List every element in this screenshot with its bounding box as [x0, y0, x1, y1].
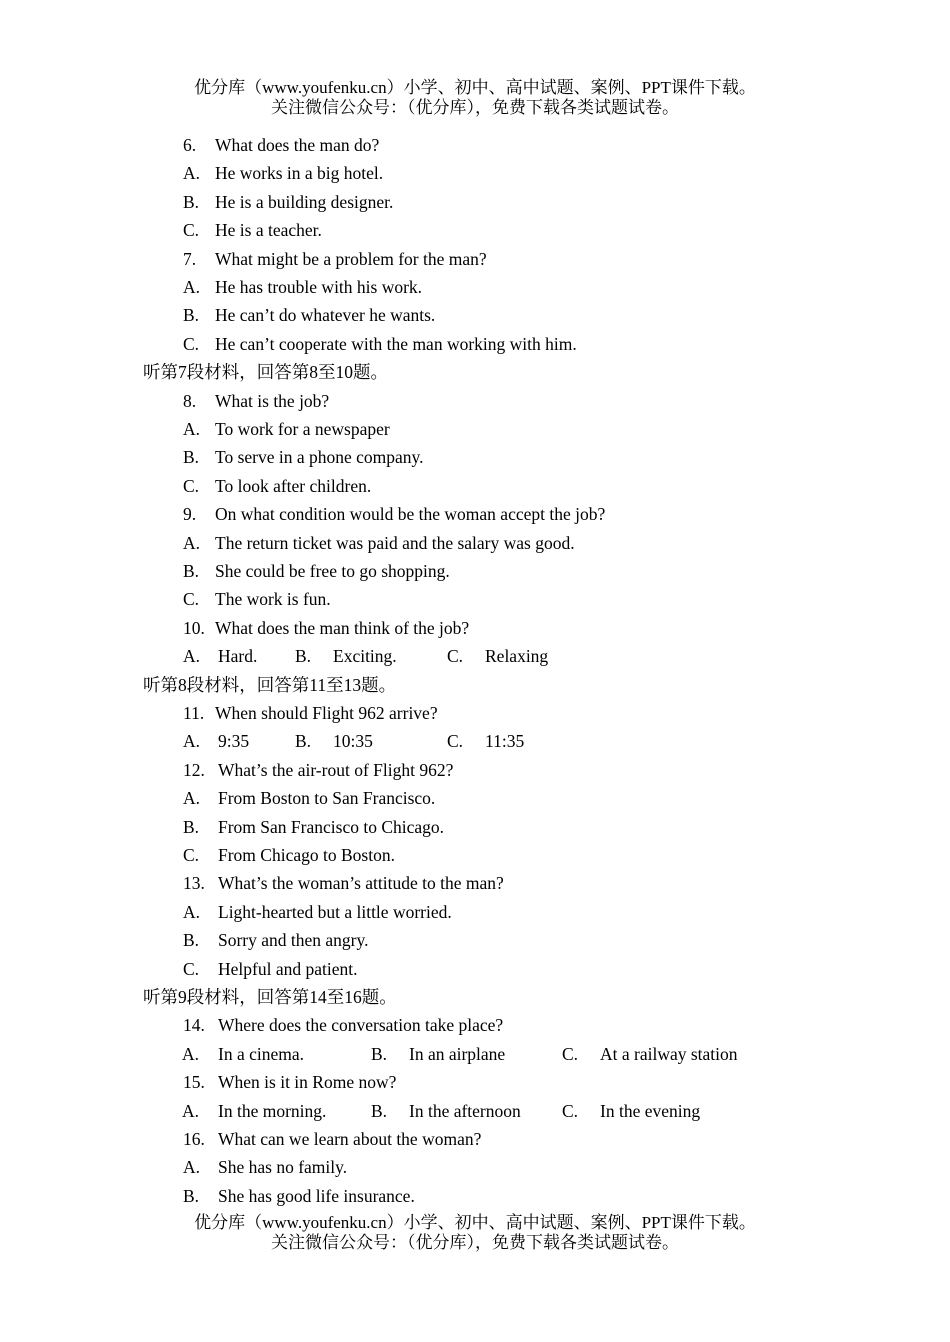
option-label: B.	[183, 191, 200, 212]
option-label: A.	[183, 419, 201, 439]
question-number: 11.	[183, 703, 205, 723]
question-number: 16.	[183, 1129, 205, 1149]
question-number: 14.	[183, 1015, 205, 1036]
question-text: What can we learn about the woman?	[218, 1129, 482, 1149]
option-text: 11:35	[485, 731, 525, 752]
option-label: A.	[183, 1157, 201, 1178]
option-label: C.	[183, 475, 200, 496]
option-text: To serve in a phone company.	[215, 447, 424, 468]
option-text: Light-hearted but a little worried.	[218, 901, 452, 922]
header-line-1: 优分库（www.youfenku.cn）小学、初中、高中试题、案例、PPT课件下载。	[194, 78, 756, 97]
option-text: Helpful and patient.	[218, 958, 358, 979]
footer-line-1: 优分库（www.youfenku.cn）小学、初中、高中试题、案例、PPT课件下载。	[194, 1213, 756, 1232]
option-label: B.	[183, 447, 200, 468]
question-number: 13.	[183, 873, 205, 894]
option-text: Hard.	[218, 646, 258, 667]
option-label: B.	[371, 1100, 388, 1121]
option-label: B.	[295, 731, 312, 752]
question-text: Where does the conversation take place?	[218, 1015, 504, 1036]
option-text: 10:35	[333, 731, 373, 752]
question-number: 15.	[183, 1072, 205, 1093]
option-label: C.	[562, 1043, 579, 1064]
question-text: When should Flight 962 arrive?	[215, 703, 438, 723]
header-line-2: 关注微信公众号：（优分库），免费下载各类试题试卷。	[271, 98, 679, 117]
option-label: C.	[183, 958, 200, 979]
option-text: He works in a big hotel.	[215, 163, 384, 184]
option-text: In the evening	[600, 1100, 701, 1121]
option-label: C.	[447, 646, 464, 667]
option-text: From Boston to San Francisco.	[218, 788, 436, 809]
page-footer	[0, 1213, 950, 1253]
page-header	[0, 78, 950, 118]
option-text: To work for a newspaper	[215, 419, 390, 439]
option-text: In a cinema.	[218, 1043, 304, 1064]
option-label: B.	[183, 930, 200, 951]
option-label: A.	[183, 901, 201, 922]
option-label: C.	[183, 845, 200, 865]
question-number: 12.	[183, 759, 205, 780]
option-label: B.	[183, 816, 200, 837]
question-text: What’s the woman’s attitude to the man?	[218, 873, 504, 894]
option-text: At a railway station	[600, 1043, 738, 1064]
option-text: He can’t cooperate with the man working with him.	[215, 333, 577, 354]
option-label: A.	[182, 1100, 200, 1121]
option-label: A.	[183, 646, 201, 667]
option-text: From Chicago to Boston.	[218, 845, 395, 865]
option-text: He can’t do whatever he wants.	[215, 305, 436, 326]
section-heading: 听第7段材料，回答第8至10题。	[143, 362, 388, 383]
option-label: A.	[183, 532, 201, 553]
option-text: Exciting.	[333, 646, 397, 667]
question-number: 8.	[183, 390, 197, 411]
question-text: What might be a problem for the man?	[215, 248, 487, 269]
option-text: Relaxing	[485, 646, 549, 667]
option-text: In the morning.	[218, 1100, 327, 1121]
footer-line-2: 关注微信公众号：（优分库），免费下载各类试题试卷。	[271, 1233, 679, 1252]
question-text: What’s the air-rout of Flight 962?	[218, 759, 454, 780]
option-label: C.	[183, 589, 200, 610]
option-label: A.	[183, 788, 201, 809]
option-text: She has good life insurance.	[218, 1185, 415, 1206]
question-text: When is it in Rome now?	[218, 1072, 397, 1093]
section-heading: 听第9段材料，回答第14至16题。	[143, 987, 397, 1007]
option-label: C.	[183, 333, 200, 354]
question-text: On what condition would be the woman accept the job?	[215, 504, 606, 525]
option-label: B.	[371, 1043, 388, 1064]
option-label: B.	[183, 1185, 200, 1206]
option-label: C.	[447, 731, 464, 752]
option-text: He is a teacher.	[215, 220, 322, 241]
section-heading: 听第8段材料，回答第11至13题。	[143, 674, 397, 695]
question-number: 6.	[183, 135, 197, 155]
option-text: He is a building designer.	[215, 191, 394, 212]
option-label: B.	[183, 305, 200, 326]
option-label: B.	[183, 561, 200, 581]
option-text: She has no family.	[218, 1157, 348, 1178]
option-text: He has trouble with his work.	[215, 277, 423, 297]
option-label: B.	[295, 646, 312, 667]
option-text: In the afternoon	[409, 1100, 521, 1121]
option-text: In an airplane	[409, 1043, 506, 1064]
option-text: 9:35	[218, 731, 250, 752]
option-text: The return ticket was paid and the salary was good.	[215, 532, 575, 553]
option-label: A.	[182, 1043, 200, 1064]
option-label: C.	[183, 220, 200, 241]
option-text: From San Francisco to Chicago.	[218, 816, 445, 837]
question-text: What does the man think of the job?	[215, 617, 470, 638]
option-text: She could be free to go shopping.	[215, 561, 450, 581]
option-text: Sorry and then angry.	[218, 930, 369, 951]
option-label: A.	[183, 163, 201, 184]
option-label: C.	[562, 1100, 579, 1121]
question-number: 7.	[183, 248, 197, 269]
option-text: To look after children.	[215, 475, 372, 496]
option-label: A.	[183, 277, 201, 297]
question-text: What is the job?	[215, 390, 330, 411]
question-number: 10.	[183, 617, 205, 638]
option-label: A.	[183, 731, 201, 752]
option-text: The work is fun.	[215, 589, 331, 610]
question-text: What does the man do?	[215, 135, 380, 155]
question-number: 9.	[183, 504, 197, 525]
